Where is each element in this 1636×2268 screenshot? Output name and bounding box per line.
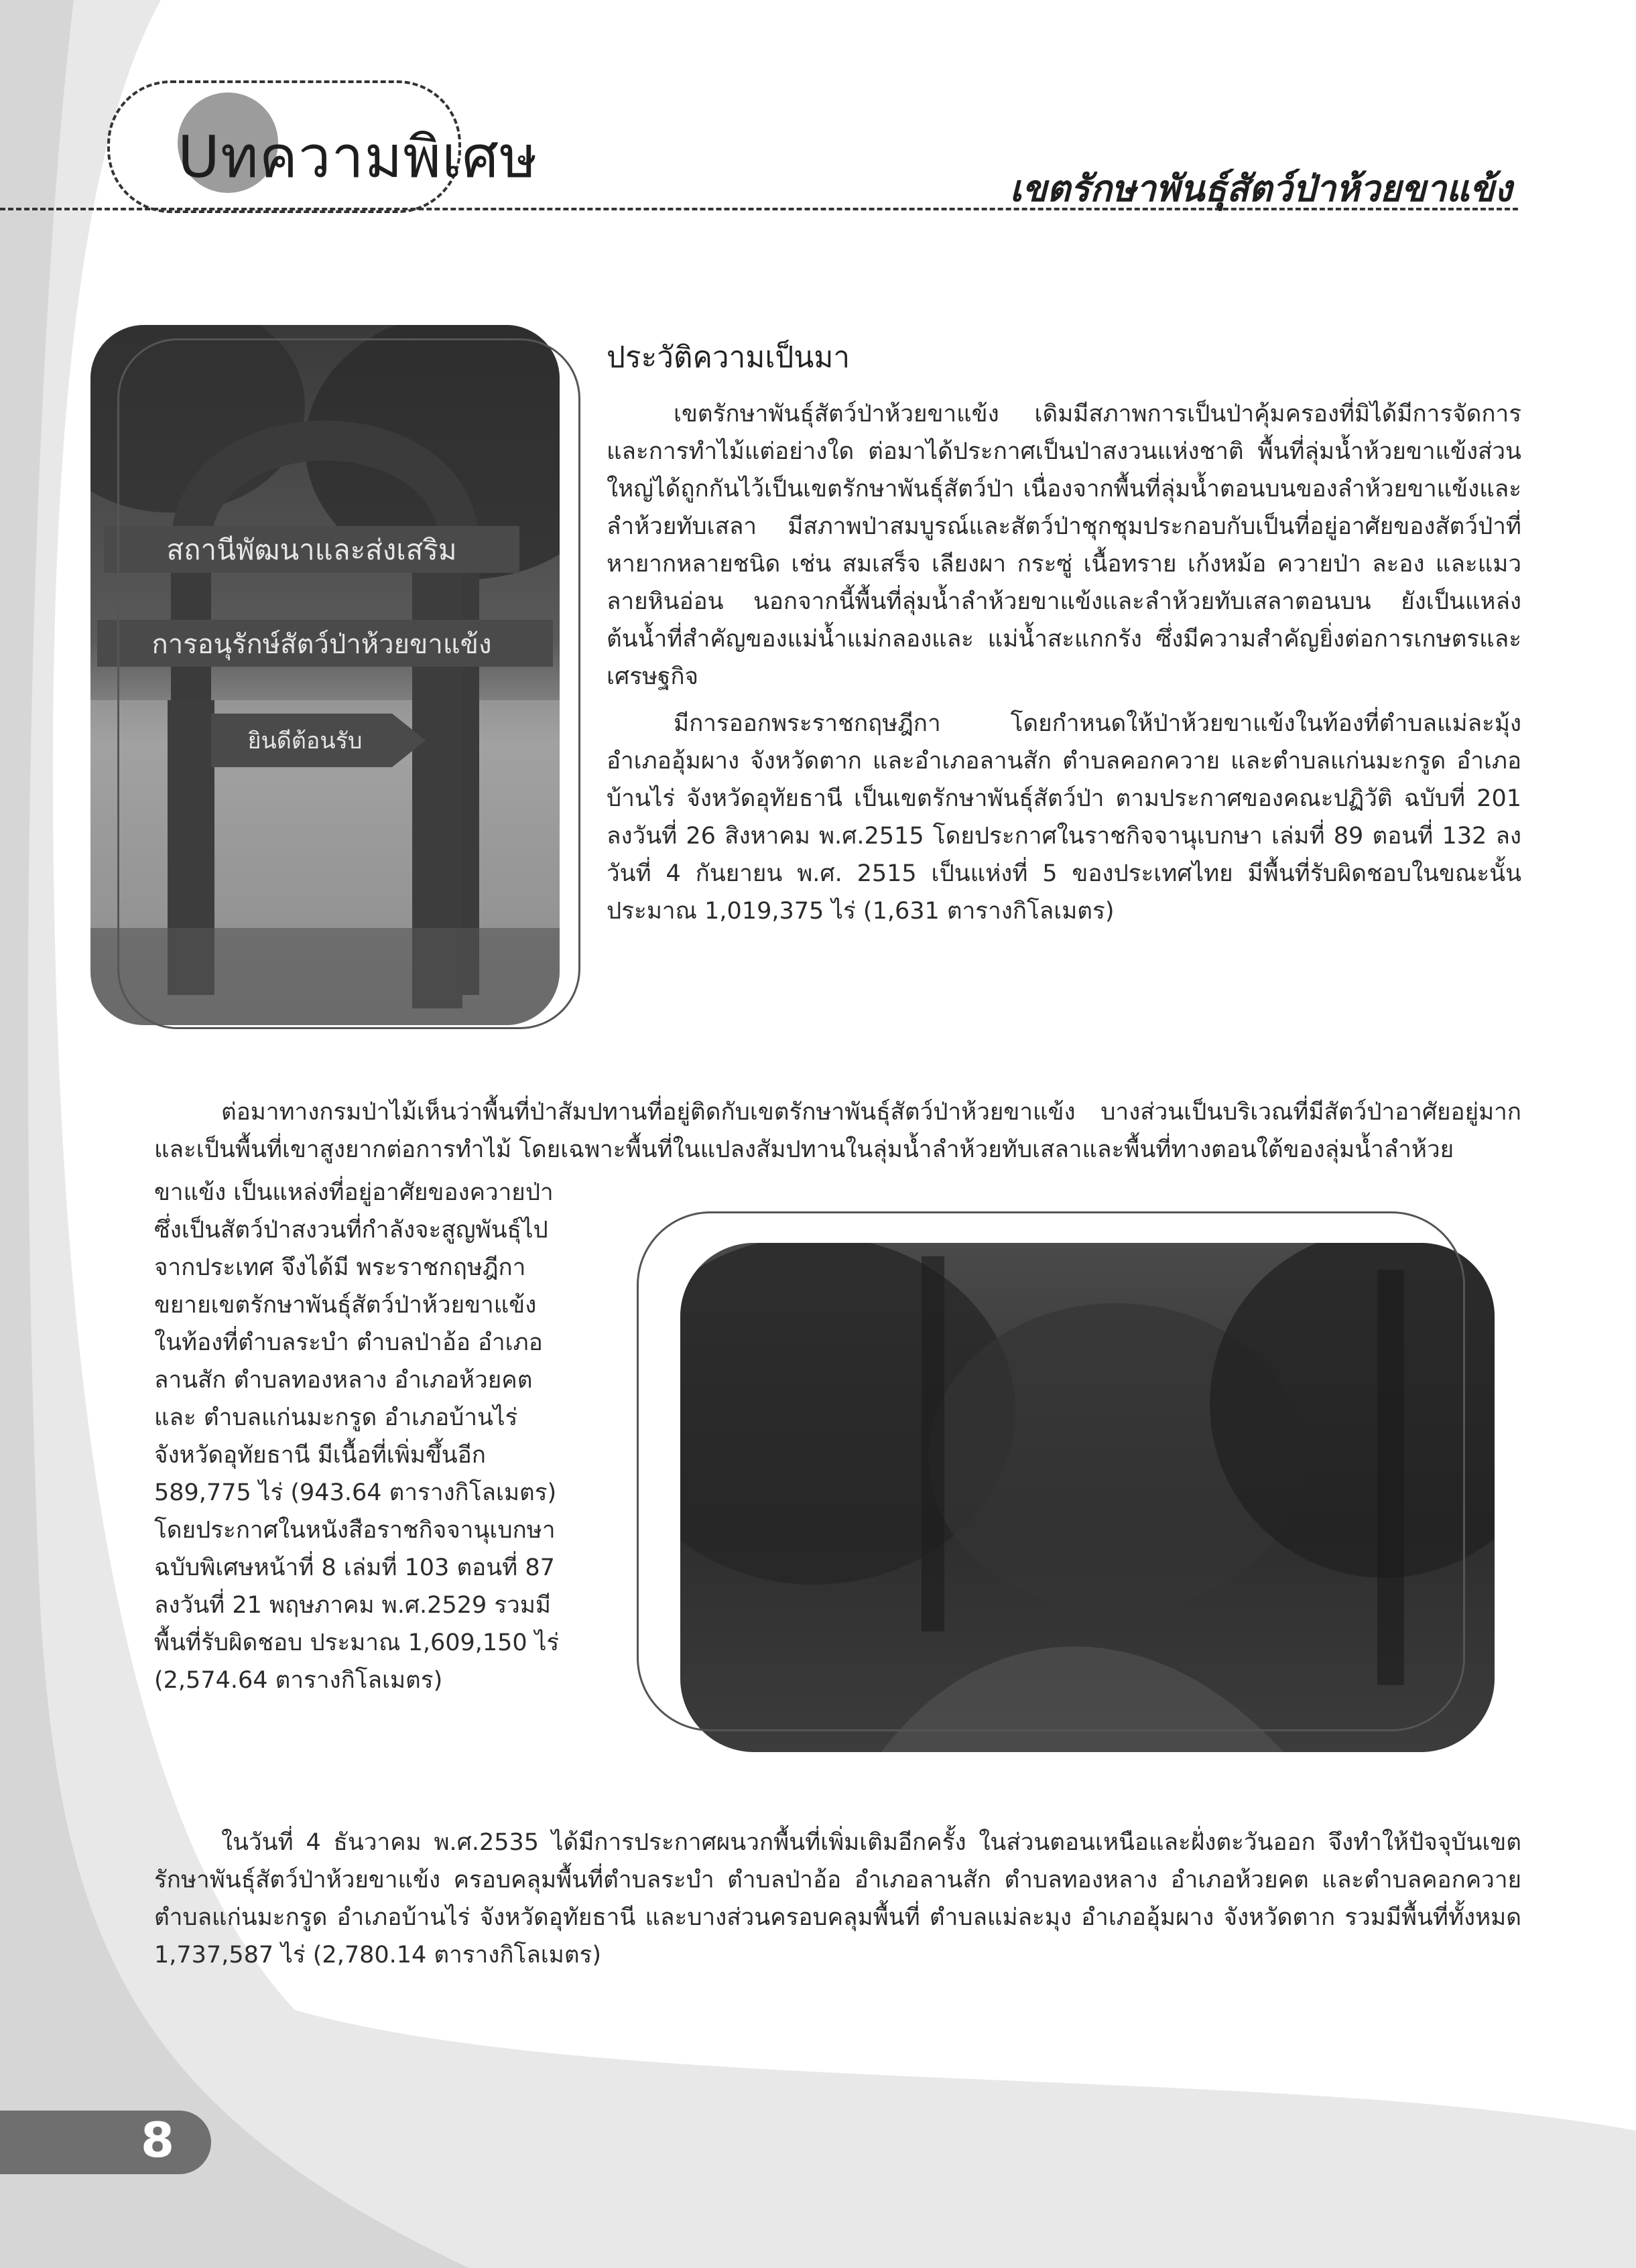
article-title: เขตรักษาพันธุ์สัตว์ป่าห้วยขาแข้ง bbox=[1009, 168, 1512, 210]
entrance-photo-frame bbox=[117, 338, 580, 1029]
page-number-tab bbox=[0, 2111, 211, 2174]
history-text-block bbox=[607, 395, 1521, 939]
closing-text-block bbox=[154, 1824, 1521, 1983]
sign-board-line-3: ยินดีต้อนรับ bbox=[247, 728, 363, 754]
expansion-column-paragraph: ขาแข้ง เป็นแหล่งที่อยู่อาศัยของควายป่า ซึ่งเป็นสัตว์ป่าสงวนที่กำลังจะสูญพันธุ์ไปจากประเทศ จึงได้มี พระราชกฤษฎีกาขยายเขตรักษาพันธุ์สัตว์ป่าห้วยขาแข้งในท้องที่ตำบลระบำ ตำบลป่าอ้อ อำเภอลานสัก ตำบลทองหลาง อำเภอห้วยคต และ ตำบลแก่นมะกรูด อำเภอบ้านไร่ จังหวัดอุทัยธานี มีเนื้อที่เพิ่มขึ้นอีก 589,775 ไร่ (943.64 ตารางกิโลเมตร) โดยประกาศในหนังสือราชกิจจานุเบกษา ฉบับพิเศษหน้าที่ 8 เล่มที่ 103 ตอนที่ 87 ลงวันที่ 21 พฤษภาคม พ.ศ.2529 รวมมีพื้นที่รับผิดชอบ ประมาณ 1,609,150 ไร่ (2,574.64 ตารางกิโลเมตร) bbox=[154, 1179, 560, 1694]
history-paragraph-2: มีการออกพระราชกฤษฎีกา โดยกำหนดให้ป่าห้วยขาแข้งในท้องที่ตำบลแม่ละมุ้ง อำเภออุ้มผาง จังหวัดตาก และอำเภอลานสัก ตำบลคอกควาย และตำบลแก่นมะกรูด อำเภอบ้านไร่ จังหวัดอุทัยธานี เป็นเขตรักษาพันธุ์สัตว์ป่า ตามประกาศของคณะปฏิวัติ ฉบับที่ 201 ลงวันที่ 26 สิงหาคม พ.ศ.2515 โดยประกาศในราชกิจจานุเบกษา เล่มที่ 89 ตอนที่ 132 ลงวันที่ 4 กันยายน พ.ศ. 2515 เป็นแห่งที่ 5 ของประเทศไทย มีพื้นที่รับผิดชอบในขณะนั้น ประมาณ 1,019,375 ไร่ (1,631 ตารางกิโลเมตร) bbox=[607, 710, 1521, 925]
page-number: 8 bbox=[141, 2112, 175, 2168]
sign-board-line-2: การอนุรักษ์สัตว์ป่าห้วยขาแข้ง bbox=[151, 629, 492, 660]
sign-board-line-1: สถานีพัฒนาและส่งเสริม bbox=[166, 533, 457, 566]
expansion-intro-paragraph: ต่อมาทางกรมป่าไม้เห็นว่าพื้นที่ป่าสัมปทานที่อยู่ติดกับเขตรักษาพันธุ์สัตว์ป่าห้วยขาแข้ง บางส่วนเป็นบริเวณที่มีสัตว์ป่าอาศัยอยู่มากและเป็นพื้นที่เขาสูงยากต่อการทำไม้ โดยเฉพาะพื้นที่ในแปลงสัมปทานในลุ่มน้ำลำห้วยทับเสลาและพื้นที่ทางตอนใต้ของลุ่มน้ำลำห้วย bbox=[154, 1099, 1521, 1163]
section-label: Uทความพิเศษ bbox=[178, 124, 538, 191]
forest-photo-frame bbox=[637, 1211, 1465, 1731]
history-paragraph-1: เขตรักษาพันธุ์สัตว์ป่าห้วยขาแข้ง เดิมมีสภาพการเป็นป่าคุ้มครองที่มิได้มีการจัดการและการทำไม้แต่อย่างใด ต่อมาได้ประกาศเป็นป่าสงวนแห่งชาติ พื้นที่ลุ่มน้ำห้วยขาแข้งส่วนใหญ่ได้ถูกกันไว้เป็นเขตรักษาพันธุ์สัตว์ป่า เนื่องจากพื้นที่ลุ่มน้ำตอนบนของลำห้วยขาแข้งและลำห้วยทับเสลา มีสภาพป่าสมบูรณ์และสัตว์ป่าชุกชุมประกอบกับเป็นที่อยู่อาศัยของสัตว์ป่าที่หายากหลายชนิด เช่น สมเสร็จ เลียงผา กระซู่ เนื้อทราย เก้งหม้อ ควายป่า ละอง และแมวลายหินอ่อน นอกจากนี้พื้นที่ลุ่มน้ำลำห้วยขาแข้งและลำห้วยทับเสลาตอนบน ยังเป็นแหล่งต้นน้ำที่สำคัญของแม่น้ำแม่กลองและ แม่น้ำสะแกกรัง ซึ่งมีความสำคัญยิ่งต่อการเกษตรและเศรษฐกิจ bbox=[607, 401, 1521, 690]
expansion-column-block bbox=[154, 1174, 563, 1709]
section-heading-history: ประวัติความเป็นมา bbox=[607, 340, 851, 375]
closing-paragraph: ในวันที่ 4 ธันวาคม พ.ศ.2535 ได้มีการประกาศผนวกพื้นที่เพิ่มเติมอีกครั้ง ในส่วนตอนเหนือและฝั่งตะวันออก จึงทำให้ปัจจุบันเขตรักษาพันธุ์สัตว์ป่าห้วยขาแข้ง ครอบคลุมพื้นที่ตำบลระบำ ตำบลป่าอ้อ อำเภอลานสัก ตำบลทองหลาง อำเภอห้วยคต และตำบลคอกควาย ตำบลแก่นมะกรูด อำเภอบ้านไร่ จังหวัดอุทัยธานี และบางส่วนครอบคลุมพื้นที่ ตำบลแม่ละมุง อำเภออุ้มผาง จังหวัดตาก รวมมีพื้นที่ทั้งหมด 1,737,587 ไร่ (2,780.14 ตารางกิโลเมตร) bbox=[154, 1829, 1521, 1969]
expansion-intro-block bbox=[154, 1093, 1521, 1178]
